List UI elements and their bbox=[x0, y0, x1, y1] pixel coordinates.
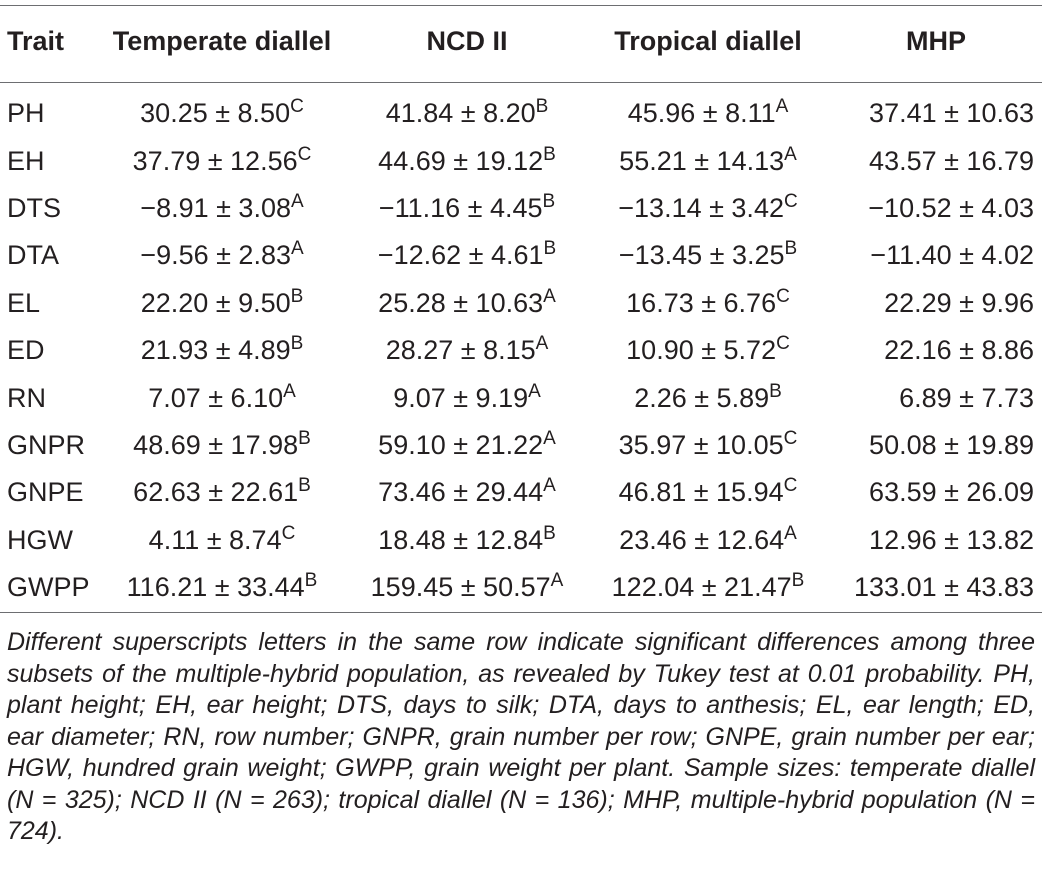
tropical-diallel-superscript: C bbox=[783, 427, 798, 449]
mhp-cell bbox=[830, 137, 1042, 184]
trait-name: DTS bbox=[7, 192, 61, 223]
trait-name: ED bbox=[7, 335, 45, 366]
tropical-diallel-value: 2.26 ± 5.89 bbox=[634, 382, 770, 413]
mhp-value: 133.01 ± 43.83 bbox=[854, 572, 1034, 603]
temperate-diallel-superscript: A bbox=[291, 238, 304, 260]
tropical-diallel-superscript: A bbox=[775, 96, 789, 118]
trait-cell bbox=[0, 564, 96, 611]
temperate-diallel-value: 62.63 ± 22.61 bbox=[133, 477, 299, 508]
trait-cell bbox=[0, 422, 96, 469]
temperate-diallel-value: 4.11 ± 8.74 bbox=[148, 524, 282, 555]
table-body bbox=[0, 82, 1042, 611]
ncd-ii-cell bbox=[348, 232, 586, 279]
ncd-ii-superscript: A bbox=[543, 285, 556, 307]
mhp-value: 37.41 ± 10.63 bbox=[869, 98, 1034, 129]
temperate-diallel-superscript: C bbox=[290, 96, 304, 118]
mhp-value: 43.57 ± 16.79 bbox=[869, 145, 1034, 176]
mhp-value: 63.59 ± 26.09 bbox=[869, 477, 1034, 508]
trait-name: RN bbox=[7, 382, 46, 413]
temperate-diallel-value: 7.07 ± 6.10 bbox=[148, 382, 284, 413]
ncd-ii-cell bbox=[348, 327, 586, 374]
ncd-ii-cell bbox=[348, 517, 586, 564]
ncd-ii-cell bbox=[348, 82, 586, 137]
table-row bbox=[0, 137, 1042, 184]
tropical-diallel-cell bbox=[586, 564, 830, 611]
tropical-diallel-cell bbox=[586, 327, 830, 374]
table-row bbox=[0, 422, 1042, 469]
trait-name: EH bbox=[7, 145, 45, 176]
trait-name: GNPE bbox=[7, 477, 84, 508]
trait-name: GWPP bbox=[7, 572, 90, 603]
tropical-diallel-value: 35.97 ± 10.05 bbox=[618, 429, 784, 460]
mhp-value: 22.16 ± 8.86 bbox=[884, 335, 1034, 366]
tropical-diallel-cell bbox=[586, 185, 830, 232]
header-trait: Trait bbox=[7, 25, 65, 56]
header-ncd-ii: NCD II bbox=[426, 25, 508, 56]
header-temperate-diallel: Temperate diallel bbox=[112, 25, 332, 56]
ncd-ii-superscript: A bbox=[528, 380, 541, 402]
temperate-diallel-value: 37.79 ± 12.56 bbox=[132, 145, 298, 176]
temperate-diallel-cell bbox=[96, 564, 348, 611]
trait-cell bbox=[0, 327, 96, 374]
tropical-diallel-value: 10.90 ± 5.72 bbox=[626, 335, 777, 366]
mhp-value: 50.08 ± 19.89 bbox=[869, 429, 1034, 460]
table-row bbox=[0, 374, 1042, 421]
temperate-diallel-cell bbox=[96, 82, 348, 137]
trait-cell bbox=[0, 469, 96, 516]
temperate-diallel-superscript: A bbox=[291, 190, 304, 212]
trait-cell bbox=[0, 82, 96, 137]
ncd-ii-value: 28.27 ± 8.15 bbox=[385, 335, 536, 366]
mhp-cell bbox=[830, 327, 1042, 374]
ncd-ii-cell bbox=[348, 422, 586, 469]
temperate-diallel-cell bbox=[96, 517, 348, 564]
table-row bbox=[0, 469, 1042, 516]
tropical-diallel-value: −13.45 ± 3.25 bbox=[618, 240, 785, 271]
ncd-ii-value: 59.10 ± 21.22 bbox=[378, 429, 544, 460]
tropical-diallel-value: 122.04 ± 21.47 bbox=[611, 572, 792, 603]
ncd-ii-superscript: B bbox=[542, 190, 556, 212]
trait-name: DTA bbox=[7, 240, 59, 271]
mhp-value: −10.52 ± 4.03 bbox=[868, 192, 1034, 223]
trait-name: PH bbox=[7, 98, 45, 129]
ncd-ii-cell bbox=[348, 564, 586, 611]
trait-cell bbox=[0, 137, 96, 184]
temperate-diallel-superscript: A bbox=[283, 380, 296, 402]
temperate-diallel-cell bbox=[96, 469, 348, 516]
trait-cell bbox=[0, 374, 96, 421]
mhp-value: 12.96 ± 13.82 bbox=[869, 524, 1034, 555]
ncd-ii-superscript: B bbox=[543, 143, 556, 165]
ncd-ii-cell bbox=[348, 185, 586, 232]
tropical-diallel-cell bbox=[586, 517, 830, 564]
mhp-cell bbox=[830, 564, 1042, 611]
table-footnote: Different superscripts letters in the same row indicate significant differences among three subsets of the multiple-hybrid population, as revealed by Tukey test at 0.01 probability. PH, plant height; EH, ear height; DTS, days to silk; DTA, days to anthesis; EL, ear length; ED, ear diameter; RN, row number; GNPR, grain number per row; GNPE, grain number per ear; HGW, hundred grain weight; GWPP, grain weight per plant. Sample sizes: temperate diallel (N = 325); NCD II (N = 263); tropical diallel (N = 136); MHP, multiple-hybrid population (N = 724). bbox=[7, 628, 1035, 845]
tropical-diallel-cell bbox=[586, 82, 830, 137]
temperate-diallel-superscript: B bbox=[290, 333, 304, 355]
temperate-diallel-value: −9.56 ± 2.83 bbox=[140, 240, 291, 271]
temperate-diallel-cell bbox=[96, 374, 348, 421]
temperate-diallel-cell bbox=[96, 185, 348, 232]
trait-cell bbox=[0, 232, 96, 279]
mhp-cell bbox=[830, 469, 1042, 516]
trait-name: EL bbox=[7, 287, 41, 318]
table-row bbox=[0, 564, 1042, 611]
ncd-ii-value: 44.69 ± 19.12 bbox=[378, 145, 544, 176]
temperate-diallel-superscript: B bbox=[304, 570, 318, 592]
ncd-ii-cell bbox=[348, 137, 586, 184]
bottom-rule bbox=[0, 612, 1042, 613]
ncd-ii-value: 9.07 ± 9.19 bbox=[393, 382, 529, 413]
trait-name: GNPR bbox=[7, 429, 86, 460]
ncd-ii-cell bbox=[348, 469, 586, 516]
temperate-diallel-superscript: C bbox=[297, 143, 312, 165]
tropical-diallel-superscript: B bbox=[784, 238, 798, 260]
ncd-ii-value: 159.45 ± 50.57 bbox=[370, 572, 551, 603]
header-mhp: MHP bbox=[906, 25, 966, 56]
ncd-ii-superscript: A bbox=[543, 475, 556, 497]
ncd-ii-superscript: A bbox=[535, 333, 549, 355]
ncd-ii-superscript: B bbox=[543, 238, 557, 260]
table-row bbox=[0, 82, 1042, 137]
table-row bbox=[0, 327, 1042, 374]
tropical-diallel-value: 55.21 ± 14.13 bbox=[619, 145, 785, 176]
tropical-diallel-value: 23.46 ± 12.64 bbox=[619, 524, 785, 555]
temperate-diallel-superscript: B bbox=[290, 285, 304, 307]
temperate-diallel-value: −8.91 ± 3.08 bbox=[140, 192, 291, 223]
mhp-value: 22.29 ± 9.96 bbox=[884, 287, 1034, 318]
ncd-ii-cell bbox=[348, 280, 586, 327]
ncd-ii-value: 73.46 ± 29.44 bbox=[378, 477, 544, 508]
ncd-ii-value: −12.62 ± 4.61 bbox=[377, 240, 544, 271]
ncd-ii-superscript: B bbox=[543, 522, 556, 544]
tropical-diallel-superscript: C bbox=[776, 333, 790, 355]
tropical-diallel-cell bbox=[586, 232, 830, 279]
ncd-ii-value: 41.84 ± 8.20 bbox=[385, 98, 536, 129]
header-tropical-diallel: Tropical diallel bbox=[614, 25, 802, 56]
tropical-diallel-superscript: C bbox=[783, 190, 798, 212]
tropical-diallel-value: 46.81 ± 15.94 bbox=[618, 477, 784, 508]
mhp-cell bbox=[830, 232, 1042, 279]
ncd-ii-cell bbox=[348, 374, 586, 421]
tropical-diallel-cell bbox=[586, 137, 830, 184]
tropical-diallel-superscript: A bbox=[784, 143, 797, 165]
temperate-diallel-superscript: B bbox=[298, 475, 311, 497]
mhp-value: −11.40 ± 4.02 bbox=[870, 240, 1034, 271]
tropical-diallel-value: 16.73 ± 6.76 bbox=[626, 287, 777, 318]
trait-cell bbox=[0, 280, 96, 327]
temperate-diallel-value: 116.21 ± 33.44 bbox=[126, 572, 305, 603]
mhp-cell bbox=[830, 280, 1042, 327]
table-row bbox=[0, 517, 1042, 564]
temperate-diallel-value: 30.25 ± 8.50 bbox=[140, 98, 291, 129]
mhp-cell bbox=[830, 422, 1042, 469]
tropical-diallel-superscript: C bbox=[776, 285, 790, 307]
tropical-diallel-superscript: C bbox=[783, 475, 798, 497]
mhp-cell bbox=[830, 374, 1042, 421]
ncd-ii-value: 18.48 ± 12.84 bbox=[378, 524, 544, 555]
ncd-ii-superscript: A bbox=[550, 570, 564, 592]
temperate-diallel-cell bbox=[96, 280, 348, 327]
table-header-row bbox=[0, 0, 1042, 82]
temperate-diallel-superscript: B bbox=[298, 427, 311, 449]
tropical-diallel-cell bbox=[586, 469, 830, 516]
trait-cell bbox=[0, 517, 96, 564]
temperate-diallel-value: 22.20 ± 9.50 bbox=[140, 287, 291, 318]
mhp-cell bbox=[830, 185, 1042, 232]
table-row bbox=[0, 280, 1042, 327]
tropical-diallel-value: 45.96 ± 8.11 bbox=[627, 98, 776, 129]
temperate-diallel-superscript: C bbox=[281, 522, 296, 544]
ncd-ii-superscript: B bbox=[535, 96, 549, 118]
ncd-ii-value: −11.16 ± 4.45 bbox=[378, 192, 543, 223]
temperate-diallel-value: 21.93 ± 4.89 bbox=[140, 335, 291, 366]
trait-name: HGW bbox=[7, 524, 73, 555]
tropical-diallel-cell bbox=[586, 280, 830, 327]
tropical-diallel-value: −13.14 ± 3.42 bbox=[618, 192, 784, 223]
table-row bbox=[0, 185, 1042, 232]
ncd-ii-superscript: A bbox=[543, 427, 556, 449]
tropical-diallel-cell bbox=[586, 374, 830, 421]
temperate-diallel-value: 48.69 ± 17.98 bbox=[133, 429, 299, 460]
temperate-diallel-cell bbox=[96, 137, 348, 184]
ncd-ii-value: 25.28 ± 10.63 bbox=[378, 287, 544, 318]
tropical-diallel-superscript: B bbox=[791, 570, 805, 592]
temperate-diallel-cell bbox=[96, 232, 348, 279]
temperate-diallel-cell bbox=[96, 422, 348, 469]
tropical-diallel-superscript: B bbox=[769, 380, 782, 402]
table-row bbox=[0, 232, 1042, 279]
tropical-diallel-cell bbox=[586, 422, 830, 469]
mhp-cell bbox=[830, 517, 1042, 564]
mhp-value: 6.89 ± 7.73 bbox=[899, 382, 1034, 413]
tropical-diallel-superscript: A bbox=[784, 522, 797, 544]
trait-cell bbox=[0, 185, 96, 232]
mhp-cell bbox=[830, 82, 1042, 137]
temperate-diallel-cell bbox=[96, 327, 348, 374]
